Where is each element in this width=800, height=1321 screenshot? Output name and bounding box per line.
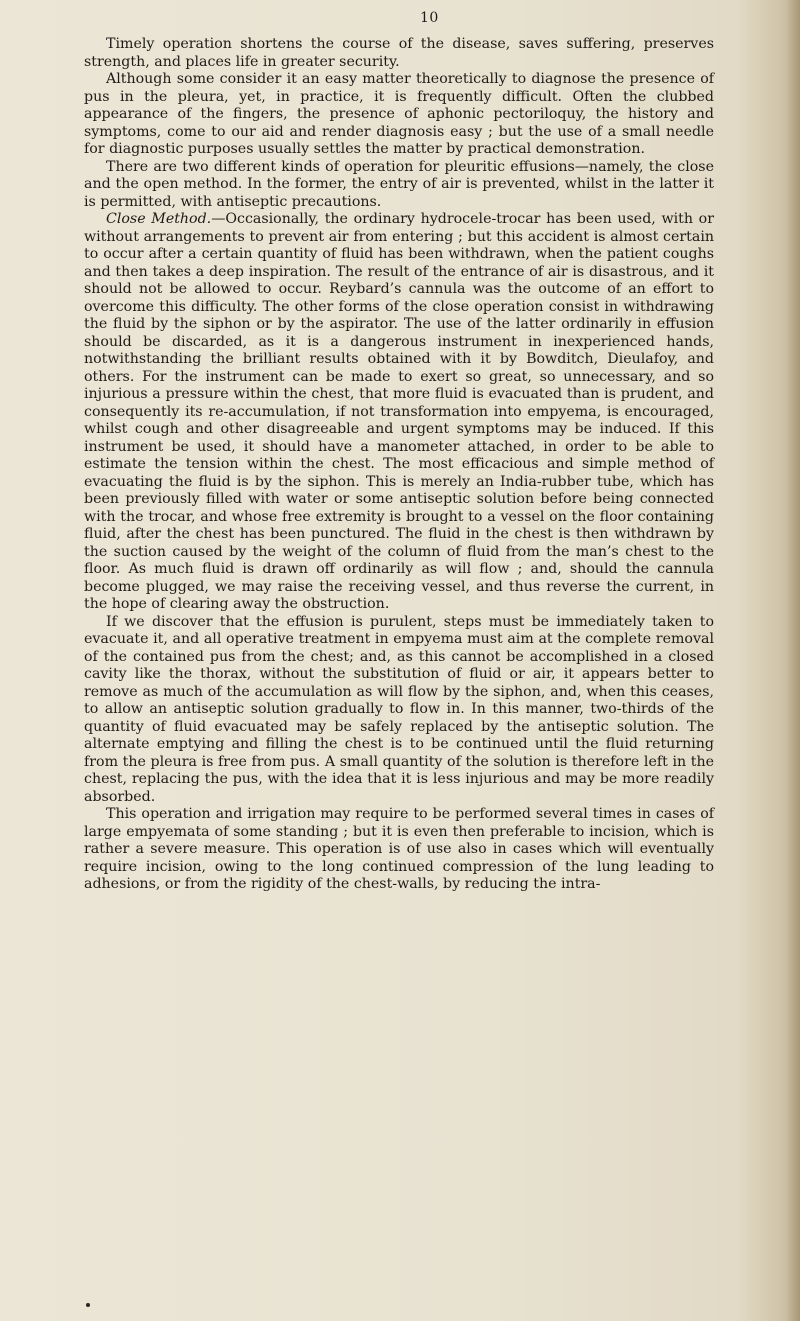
body-text [84,36,714,894]
paragraph [84,614,714,807]
paragraph [84,71,714,159]
paragraph-text: —Occasionally, the ordinary hydrocele-trocar has been used, with or without arrangements to prevent air from entering ; but this accident is almost certain to occur after a certain quantity of fluid has been withdrawn, when the patient coughs and then takes a deep inspiration. The result of the entrance of air is disastrous, and it should not be allowed to occur. Reybard’s cannula was the outcome of an effort to overcome this difficulty. The other forms of the close operation consist in withdrawing the fluid by the siphon or by the aspirator. The use of the latter ordinarily in effusion should be discarded, as it is a dangerous instrument in inexperienced hands, notwithstanding the brilliant results obtained with it by Bowditch, Dieulafoy, and others. For the instrument can be made to exert so great, so unnecessary, and so injurious a pressure within the chest, that more fluid is evacuated than is prudent, and consequently its re-accumulation, if not transformation into empyema, is encouraged, whilst cough and other disagreeable and urgent symptoms may be induced. If this instrument be used, it should have a manometer attached, in order to be able to estimate the tension within the chest. The most efficacious and simple method of evacuating the fluid is by the siphon. This is merely an India-rubber tube, which has been previously filled with water or some antiseptic solution before being connected with the trocar, and whose free extremity is brought to a vessel on the floor containing fluid, after the chest has been punctured. The fluid in the chest is then withdrawn by the suction caused by the weight of the column of fluid from the man’s chest to the floor. As much fluid is drawn off ordinarily as will flow ; and, should the cannula become plugged, we may raise the receiving vessel, and thus reverse the current, in the hope of clearing away the obstruction. [84,211,714,612]
paragraph-text: This operation and irrigation may require to be performed several times in cases of large empyemata of some standing ; but it is even then preferable to incision, which is rather a severe measure. This operation is of use also in cases which will eventually require incision, owing to the long continued compression of the lung leading to adhesions, or from the rigidity of the chest-walls, by reducing the intra- [84,806,714,892]
paragraph-text: If we discover that the effusion is purulent, steps must be immediately taken to evacuate it, and all operative treatment in empyema must aim at the complete removal of the contained pus from the chest; and, as this cannot be accomplished in a closed cavity like the thorax, without the substitution of fluid or air, it appears better to remove as much of the accumulation as will flow by the siphon, and, when this ceases, to allow an antiseptic solution gradually to flow in. In this manner, two-thirds of the quantity of fluid evacuated may be safely replaced by the antiseptic solution. The alternate emptying and filling the chest is to be continued until the fluid returning from the pleura is free from pus. A small quantity of the solution is therefore left in the chest, replacing the pus, with the idea that it is less injurious and may be more readily absorbed. [84,613,714,805]
page-number: 10 [420,10,439,26]
paragraph [84,211,714,614]
paragraph-text: Although some consider it an easy matter theoretically to diagnose the presence of pus in the pleura, yet, in practice, it is frequently difficult. Often the clubbed appearance of the fingers, the presence of aphonic pectoriloquy, the history and symptoms, come to our aid and render diagnosis easy ; but the use of a small needle for diagnostic purposes usually settles the matter by practical demonstration. [84,71,714,157]
page-edge-shadow [786,0,800,1321]
paragraph [84,36,714,71]
paragraph-text: There are two different kinds of operation for pleuritic effusions—namely, the close and the open method. In the former, the entry of air is prevented, whilst in the latter it is permitted, with antiseptic precautions. [84,158,714,210]
paragraph-text: Timely operation shortens the course of the disease, saves suffering, preserves strength, and places life in greater security. [84,36,714,70]
paragraph [84,806,714,894]
paragraph-lead: Close Method. [106,211,212,227]
paragraph [84,159,714,212]
ink-speck [86,1303,90,1307]
